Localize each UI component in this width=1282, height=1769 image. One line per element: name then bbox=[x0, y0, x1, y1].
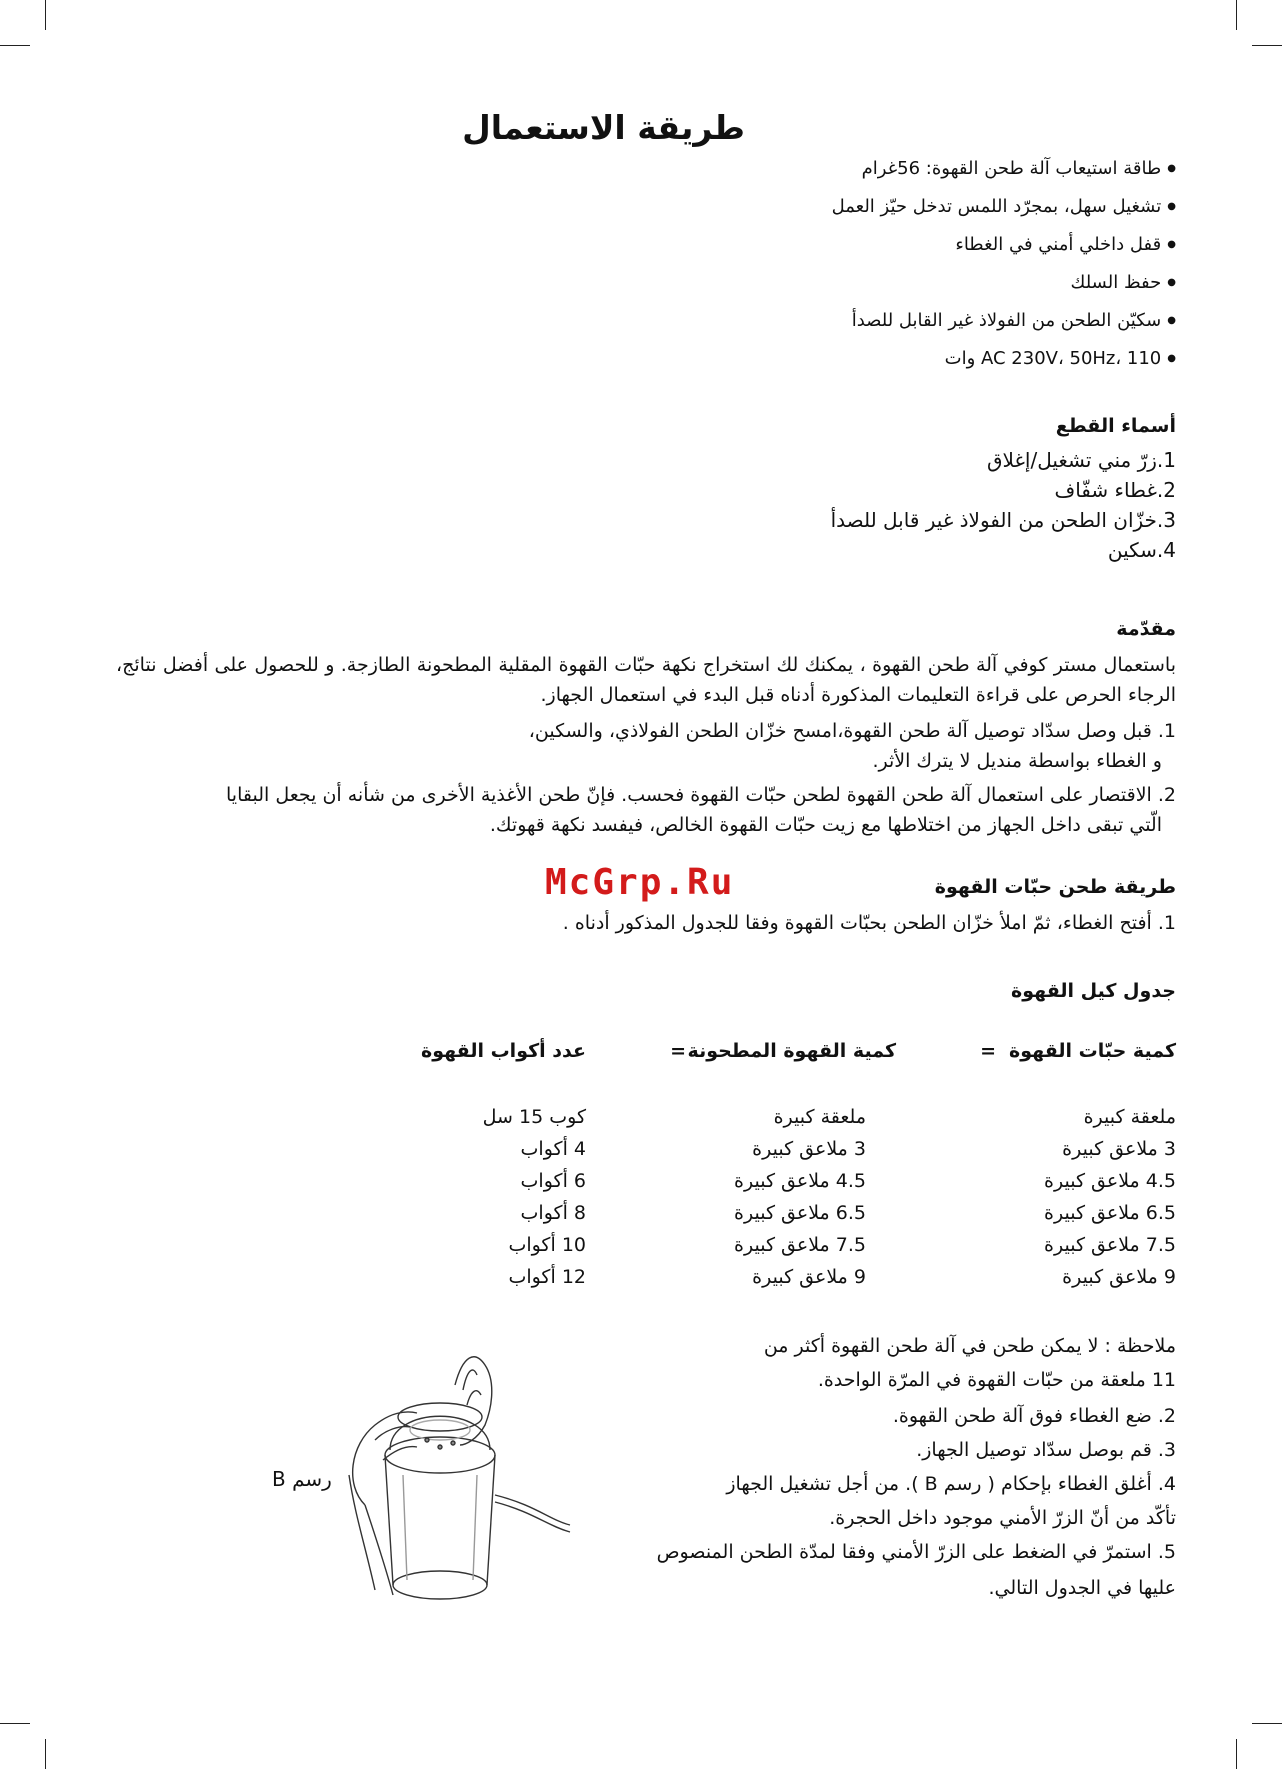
table-row bbox=[400, 1266, 1176, 1298]
feature-item: ● قفل داخلي أمني في الغطاء bbox=[476, 226, 1176, 264]
grinder-illustration bbox=[345, 1345, 575, 1615]
table-heading: جدول كيل القهوة bbox=[1011, 980, 1176, 1002]
step-3: 3. قم بوصل سدّاد توصيل الجهاز. bbox=[916, 1439, 1176, 1461]
intro-step-2: 2. الاقتصار على استعمال آلة طحن القهوة لطحن حبّات القهوة فحسب. فإنّ طحن الأغذية الأخرى من شأنه أن يجعل البقايا bbox=[226, 784, 1176, 806]
cell-ground: ملعقة كبيرة bbox=[773, 1106, 866, 1128]
intro-heading: مقدّمة bbox=[1116, 618, 1176, 640]
feature-item: ● طاقة استيعاب آلة طحن القهوة: 56غرام bbox=[476, 150, 1176, 188]
table-row bbox=[400, 1234, 1176, 1266]
feature-item: ● AC 230V، 50Hz، 110 وات bbox=[476, 340, 1176, 378]
part-item: 1.زرّ مني تشغيل/إغلاق bbox=[987, 448, 1176, 472]
crop-mark bbox=[1236, 1739, 1237, 1769]
feature-item: ● حفظ السلك bbox=[476, 264, 1176, 302]
watermark: McGrp.Ru bbox=[545, 862, 735, 903]
cell-cups: 4 أكواب bbox=[520, 1138, 586, 1160]
note-line: 11 ملعقة من حبّات القهوة في المرّة الواحدة. bbox=[817, 1369, 1176, 1391]
grind-heading: طريقة طحن حبّات القهوة bbox=[934, 876, 1176, 898]
step-5-cont: عليها في الجدول التالي. bbox=[988, 1577, 1176, 1599]
crop-mark bbox=[0, 45, 30, 46]
intro-step-1-cont: و الغطاء بواسطة منديل لا يترك الأثر. bbox=[872, 750, 1162, 772]
step-2: 2. ضع الغطاء فوق آلة طحن القهوة. bbox=[892, 1405, 1176, 1427]
note-line: ملاحظة : لا يمكن طحن في آلة طحن القهوة أكثر من bbox=[763, 1335, 1176, 1357]
cell-cups: 12 أكواب bbox=[508, 1266, 586, 1288]
feature-list bbox=[476, 150, 1176, 378]
col-header-cups: عدد أكواب القهوة bbox=[420, 1040, 586, 1062]
cell-beans: 4.5 ملاعق كبيرة bbox=[1044, 1170, 1176, 1192]
cell-beans: 6.5 ملاعق كبيرة bbox=[1044, 1202, 1176, 1224]
cell-cups: 6 أكواب bbox=[520, 1170, 586, 1192]
intro-step-1: 1. قبل وصل سدّاد توصيل آلة طحن القهوة،امسح خزّان الطحن الفولاذي، والسكين، bbox=[528, 720, 1176, 742]
col-header-eq: = bbox=[670, 1040, 686, 1062]
table-row bbox=[400, 1106, 1176, 1138]
cell-cups: 10 أكواب bbox=[508, 1234, 586, 1256]
cell-ground: 4.5 ملاعق كبيرة bbox=[734, 1170, 866, 1192]
table-row bbox=[400, 1202, 1176, 1234]
parts-list bbox=[476, 445, 1176, 565]
crop-mark bbox=[1236, 0, 1237, 30]
step-5: 5. استمرّ في الضغط على الزرّ الأمني وفقا لمدّة الطحن المنصوص bbox=[656, 1541, 1176, 1563]
cell-beans: 3 ملاعق كبيرة bbox=[1062, 1138, 1176, 1160]
crop-mark bbox=[1252, 45, 1282, 46]
part-item: 2.غطاء شفّاف bbox=[1054, 478, 1176, 502]
part-item: 3.خزّان الطحن من الفولاذ غير قابل للصدأ bbox=[830, 508, 1176, 532]
col-header-ground: كمية القهوة المطحونة bbox=[687, 1040, 896, 1062]
step-4: 4. أغلق الغطاء بإحكام ( رسم B ). من أجل تشغيل الجهاز bbox=[726, 1473, 1176, 1495]
cell-beans: 7.5 ملاعق كبيرة bbox=[1044, 1234, 1176, 1256]
col-header-beans: كمية حبّات القهوة bbox=[1009, 1040, 1176, 1062]
step-4-cont: تأكّد من أنّ الزرّ الأمني موجود داخل الحجرة. bbox=[829, 1507, 1176, 1529]
cell-beans: 9 ملاعق كبيرة bbox=[1062, 1266, 1176, 1288]
measure-table bbox=[400, 1106, 1176, 1298]
intro-step-2-cont: الّتي تبقى داخل الجهاز من اختلاطها مع زيت حبّات القهوة الخالص، فيفسد نكهة قهوتك. bbox=[489, 814, 1162, 836]
table-row bbox=[400, 1138, 1176, 1170]
grind-step-1: 1. أفتح الغطاء، ثمّ املأ خزّان الطحن بحبّات القهوة وفقا للجدول المذكور أدناه . bbox=[562, 912, 1176, 934]
cell-ground: 9 ملاعق كبيرة bbox=[752, 1266, 866, 1288]
page-title: طريقة الاستعمال bbox=[462, 108, 745, 147]
intro-paragraph: باستعمال مستر كوفي آلة طحن القهوة ، يمكنك لك استخراج نكهة حبّات القهوة المقلية المطحونة الطازجة. و للحصول على أفضل نتائج، الرجاء الحرص على قراءة التعليمات المذكورة أدناه قبل البدء في استعمال الجهاز. bbox=[116, 654, 1176, 706]
crop-mark bbox=[1252, 1723, 1282, 1724]
crop-mark bbox=[0, 1723, 30, 1724]
figure-label: رسم B bbox=[272, 1467, 332, 1491]
col-header-eq: = bbox=[980, 1040, 996, 1062]
cell-cups: 8 أكواب bbox=[520, 1202, 586, 1224]
cell-ground: 3 ملاعق كبيرة bbox=[752, 1138, 866, 1160]
table-row bbox=[400, 1170, 1176, 1202]
crop-mark bbox=[45, 0, 46, 30]
cell-cups: كوب 15 سل bbox=[482, 1106, 586, 1128]
crop-mark bbox=[45, 1739, 46, 1769]
feature-item: ● تشغيل سهل، بمجرّد اللمس تدخل حيّز العمل bbox=[476, 188, 1176, 226]
table-header bbox=[400, 1040, 1176, 1072]
cell-beans: ملعقة كبيرة bbox=[1083, 1106, 1176, 1128]
parts-heading: أسماء القطع bbox=[1055, 415, 1176, 437]
part-item: 4.سكين bbox=[1107, 538, 1176, 562]
cell-ground: 6.5 ملاعق كبيرة bbox=[734, 1202, 866, 1224]
cell-ground: 7.5 ملاعق كبيرة bbox=[734, 1234, 866, 1256]
feature-item: ● سكيّن الطحن من الفولاذ غير القابل للصدأ bbox=[476, 302, 1176, 340]
